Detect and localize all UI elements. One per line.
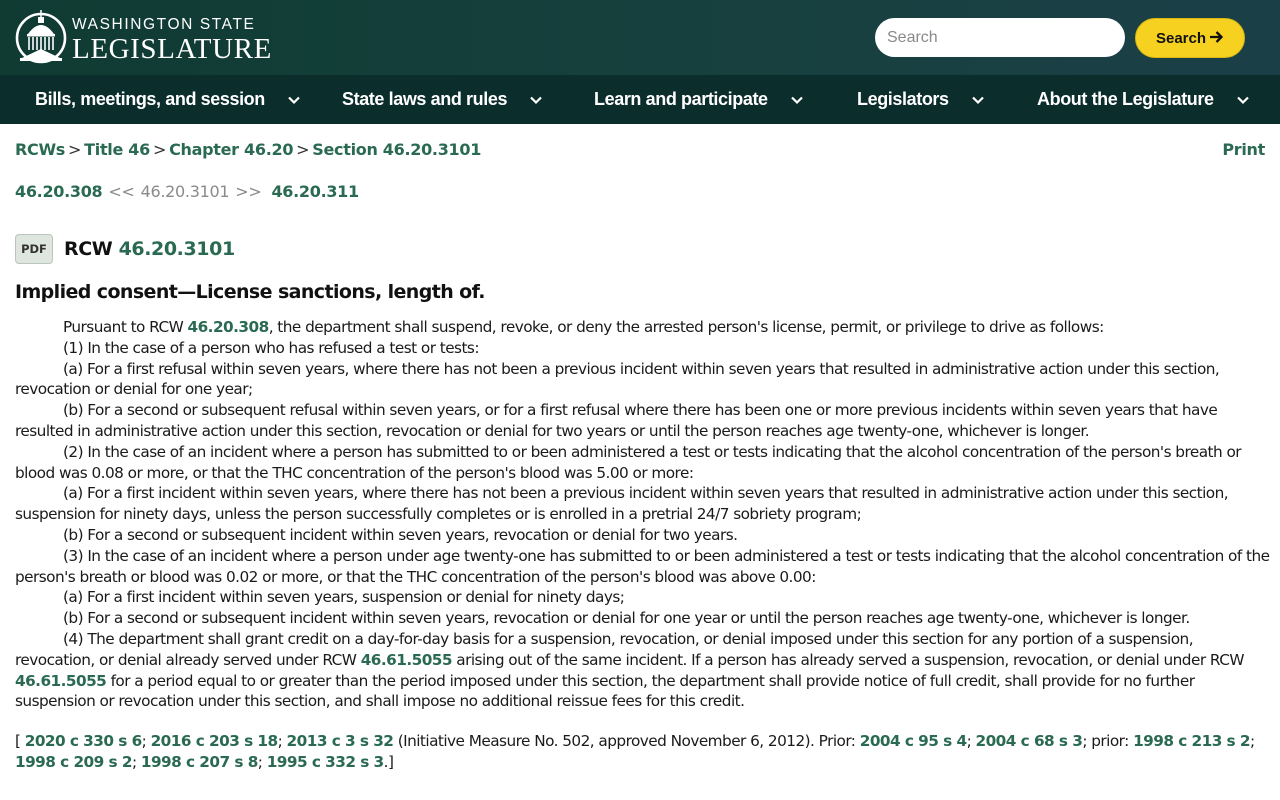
section-navigation bbox=[15, 182, 359, 201]
nav-item-label: Bills, meetings, and session bbox=[35, 89, 265, 109]
nav-item-bills[interactable] bbox=[35, 75, 301, 124]
rcw-link-46-61-5055[interactable]: 46.61.5055 bbox=[15, 671, 107, 690]
next-section-link[interactable]: 46.20.311 bbox=[271, 182, 359, 201]
breadcrumb-section[interactable]: Section 46.20.3101 bbox=[312, 140, 482, 159]
rcw-number-link[interactable]: 46.20.3101 bbox=[118, 238, 235, 260]
breadcrumb-chapter[interactable]: Chapter 46.20 bbox=[169, 140, 294, 159]
history-link[interactable]: 2013 c 3 s 32 bbox=[286, 732, 394, 750]
text: Pursuant to RCW bbox=[63, 318, 188, 336]
paragraph-1: (1) In the case of a person who has refused a test or tests: bbox=[63, 338, 479, 357]
nav-item-label: About the Legislature bbox=[1037, 89, 1214, 109]
rcw-title bbox=[64, 238, 235, 260]
main-nav bbox=[0, 75, 1280, 124]
text: ; bbox=[277, 732, 287, 750]
paragraph-2: (2) In the case of an incident where a person has submitted to or been administered a test or tests indicating that the alcohol concentration of the person's breath or blood was 0.08 or more, or that the THC concentration of the person's blood was 5.00 or more: bbox=[15, 442, 1242, 482]
chevron-down-icon bbox=[971, 93, 985, 107]
nav-item-about[interactable] bbox=[1037, 75, 1250, 124]
text: , the department shall suspend, revoke, or deny the arrested person's license, permit, or privilege to drive as follows: bbox=[268, 318, 1104, 336]
text: (4) The department shall grant credit on a day-for-day basis for a suspension, revocation, or denial imposed under this section for any portion of a suspension, revocation, or denial already served under RCW bbox=[15, 629, 1194, 669]
section-body bbox=[15, 317, 1270, 712]
text: ; bbox=[966, 732, 976, 750]
section-caption: Implied consent—License sanctions, length of. bbox=[15, 281, 485, 303]
search-button-label: Search bbox=[1155, 29, 1207, 47]
paragraph-2a: (a) For a first incident within seven years, where there has not been a previous incident within seven years that resulted in administrative action under this section, suspension for ninety days, unless the person successfully completes or is enrolled in a pretrial 24/7 sobriety program; bbox=[15, 484, 1229, 524]
text: ; bbox=[141, 732, 151, 750]
chevron-down-icon bbox=[529, 93, 543, 107]
search-input[interactable] bbox=[875, 18, 1125, 57]
breadcrumb-rcws[interactable]: RCWs bbox=[15, 140, 66, 159]
text: ; bbox=[257, 752, 267, 771]
history-link[interactable]: 1998 c 207 s 8 bbox=[140, 752, 258, 771]
nav-item-legislators[interactable] bbox=[857, 75, 985, 124]
text: ; prior: bbox=[1082, 732, 1134, 750]
paragraph-intro bbox=[15, 317, 1270, 338]
paragraph-3a: (a) For a first incident within seven years, suspension or denial for ninety days; bbox=[63, 588, 625, 607]
current-section: 46.20.3101 bbox=[140, 182, 230, 201]
chevron-down-icon bbox=[790, 93, 804, 107]
text: ; bbox=[1250, 732, 1255, 750]
breadcrumb-separator: > bbox=[296, 140, 310, 159]
paragraph-1b: (b) For a second or subsequent refusal within seven years, or for a first refusal where there has been one or more previous incidents within seven years that have resulted in administrative action under this section, revocation or denial for two years or until the person reaches age twenty-one, whichever is longer. bbox=[15, 401, 1218, 440]
text: (Initiative Measure No. 502, approved November 6, 2012). Prior: bbox=[393, 732, 860, 750]
chevron-down-icon bbox=[287, 93, 301, 107]
site-header bbox=[0, 0, 1280, 75]
text: ; bbox=[131, 752, 141, 771]
breadcrumb bbox=[15, 140, 481, 159]
text: arising out of the same incident. If a person has already served a suspension, revocation, or denial under RCW bbox=[451, 650, 1244, 669]
history-link[interactable]: 2016 c 203 s 18 bbox=[150, 732, 278, 750]
chevron-down-icon bbox=[1236, 93, 1250, 107]
nav-item-label: Learn and participate bbox=[594, 89, 768, 109]
breadcrumb-separator: > bbox=[68, 140, 82, 159]
pdf-button[interactable]: PDF bbox=[15, 234, 53, 264]
nav-item-label: State laws and rules bbox=[342, 89, 508, 109]
history-link[interactable]: 2004 c 68 s 3 bbox=[975, 732, 1083, 750]
paragraph-4 bbox=[15, 629, 1270, 712]
text: .] bbox=[383, 752, 394, 771]
session-law-history bbox=[15, 731, 1270, 773]
breadcrumb-title[interactable]: Title 46 bbox=[84, 140, 150, 159]
history-link[interactable]: 1998 c 209 s 2 bbox=[15, 752, 132, 771]
capitol-dome-icon bbox=[14, 8, 68, 69]
prev-arrows: << bbox=[108, 182, 135, 201]
logo-line1: WASHINGTON STATE bbox=[72, 15, 256, 33]
site-logo[interactable] bbox=[14, 8, 272, 69]
arrow-right-icon bbox=[1209, 30, 1224, 47]
next-arrows: >> bbox=[235, 182, 262, 201]
rcw-heading bbox=[15, 234, 235, 264]
paragraph-3: (3) In the case of an incident where a person under age twenty-one has submitted to or been administered a test or tests indicating that the alcohol concentration of the person's breath or blood was 0.02 or more, or that the THC concentration of the person's blood was above 0.00: bbox=[15, 546, 1270, 586]
history-link[interactable]: 2004 c 95 s 4 bbox=[859, 732, 967, 750]
nav-item-label: Legislators bbox=[857, 89, 949, 109]
paragraph-1a: (a) For a first refusal within seven years, where there has not been a previous incident within seven years that resulted in administrative action under this section, revocation or denial for one year; bbox=[15, 359, 1220, 399]
history-link[interactable]: 2020 c 330 s 6 bbox=[24, 732, 142, 750]
breadcrumb-separator: > bbox=[152, 140, 167, 159]
text: for a period equal to or greater than the period imposed under this section, the department shall provide notice of full credit, shall provide for no further suspension or revocation under this section, and shall impose no additional reissue fees for this credit. bbox=[15, 671, 1195, 711]
text: [ bbox=[15, 732, 25, 750]
history-link[interactable]: 1995 c 332 s 3 bbox=[266, 752, 384, 771]
paragraph-2b: (b) For a second or subsequent incident within seven years, revocation or denial for two years. bbox=[63, 525, 738, 544]
print-link[interactable]: Print bbox=[1222, 140, 1265, 159]
rcw-link-46-20-308[interactable]: 46.20.308 bbox=[187, 318, 269, 336]
paragraph-3b: (b) For a second or subsequent incident within seven years, revocation or denial for one year or until the person reaches age twenty-one, whichever is longer. bbox=[63, 609, 1190, 628]
nav-item-laws[interactable] bbox=[342, 75, 543, 124]
rcw-link-46-61-5055[interactable]: 46.61.5055 bbox=[360, 650, 452, 669]
prev-section-link[interactable]: 46.20.308 bbox=[15, 182, 103, 201]
rcw-prefix: RCW bbox=[64, 238, 113, 260]
search-button[interactable] bbox=[1135, 18, 1245, 58]
history-link[interactable]: 1998 c 213 s 2 bbox=[1133, 732, 1250, 750]
logo-line2: LEGISLATURE bbox=[72, 32, 272, 65]
nav-item-learn[interactable] bbox=[594, 75, 804, 124]
